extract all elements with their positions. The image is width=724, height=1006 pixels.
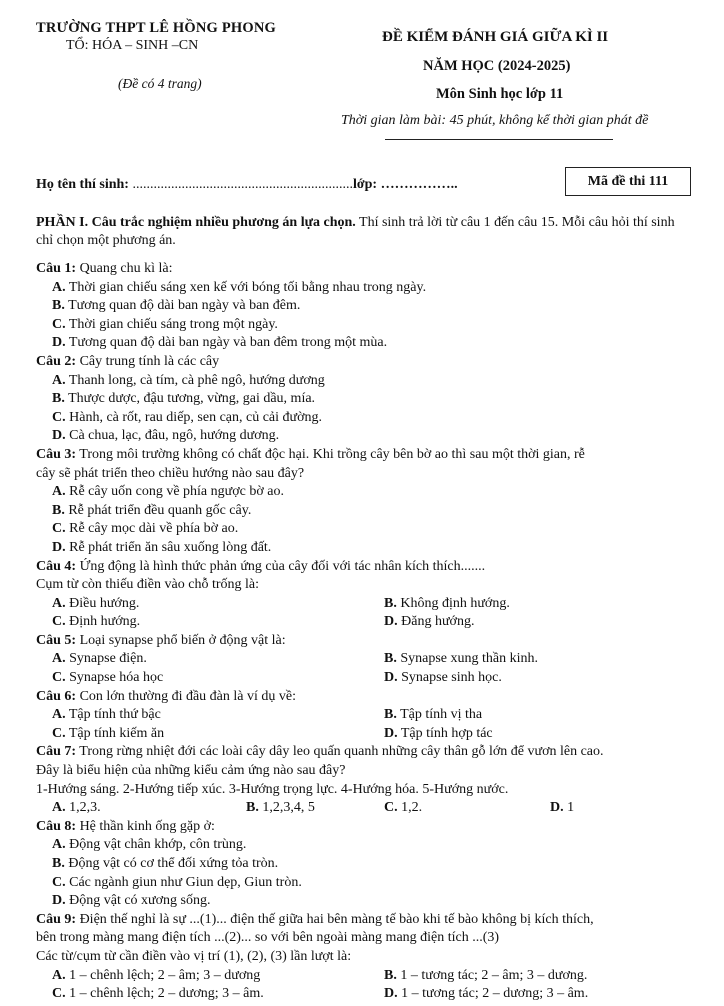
- option-letter: C.: [52, 521, 66, 537]
- option-text: Các ngành giun như Giun dẹp, Giun tròn.: [65, 874, 302, 890]
- pages-note: (Đề có 4 trang): [118, 76, 202, 91]
- option-d[interactable]: [36, 427, 604, 446]
- option-letter: D.: [384, 725, 398, 741]
- option-letter: A.: [52, 800, 66, 816]
- option-text: Không định hướng.: [396, 595, 510, 611]
- option-a[interactable]: [36, 483, 604, 502]
- option-d[interactable]: [36, 334, 604, 353]
- question-text: Trong môi trường không có chất độc hại. Khi trồng cây bên bờ ao thì sau một thời gian, rễ: [76, 446, 585, 462]
- question-text: Con lớn thường đi đầu đàn là ví dụ về:: [76, 688, 296, 704]
- option-text: Điều hướng.: [65, 595, 140, 611]
- option-text: Động vật có xương sống.: [65, 893, 211, 909]
- option-d[interactable]: [384, 613, 474, 631]
- question-text: Trong rừng nhiệt đới các loài cây dây leo quấn quanh những cây thân gỗ lớn để vươn lên cao.: [76, 744, 604, 760]
- department: TỔ: HÓA – SINH –CN: [66, 38, 199, 53]
- question-label: Câu 3:: [36, 446, 77, 462]
- option-text: Synapse hóa học: [65, 670, 164, 686]
- option-text: Synapse điện.: [65, 651, 147, 667]
- question-3: [36, 446, 604, 465]
- option-c[interactable]: [52, 614, 140, 629]
- option-a[interactable]: [52, 596, 139, 611]
- option-letter: C.: [384, 800, 398, 816]
- option-text: 1,2.: [397, 800, 423, 816]
- option-text: Tập tính hợp tác: [397, 725, 493, 741]
- option-b[interactable]: [384, 595, 510, 613]
- option-letter: C.: [52, 316, 66, 332]
- question-9: [36, 911, 604, 930]
- question-label: Câu 8:: [36, 818, 77, 834]
- school-name: TRƯỜNG THPT LÊ HỒNG PHONG: [36, 20, 276, 36]
- option-text: Rễ phát triển đều quanh gốc cây.: [64, 502, 252, 518]
- option-c[interactable]: [52, 986, 264, 1001]
- option-text: Tương quan độ dài ban ngày và ban đêm.: [64, 298, 301, 314]
- option-text: Tương quan độ dài ban ngày và ban đêm trong một mùa.: [65, 335, 388, 351]
- option-letter: B.: [246, 800, 259, 816]
- question-label: Câu 6:: [36, 688, 77, 704]
- student-info-row: [36, 177, 458, 193]
- option-c[interactable]: [384, 799, 422, 817]
- option-letter: C.: [52, 409, 66, 425]
- exam-code-box: [565, 167, 691, 196]
- option-text: Tập tính kiếm ăn: [65, 725, 165, 741]
- option-letter: A.: [52, 484, 66, 500]
- question-text-cont: Cụm từ còn thiếu điền vào chỗ trống là:: [36, 577, 259, 593]
- part-title: PHẦN I. Câu trắc nghiệm nhiều phương án lựa chọn.: [36, 215, 356, 230]
- option-text: Tập tính thứ bậc: [65, 707, 161, 723]
- option-b[interactable]: [384, 967, 587, 985]
- question-text-cont: Đây là biểu hiện của những kiểu cảm ứng nào sau đây?: [36, 763, 346, 779]
- option-letter: D.: [384, 986, 398, 1002]
- option-text: 1 – chênh lệch; 2 – dương; 3 – âm.: [65, 986, 264, 1002]
- option-letter: A.: [52, 707, 66, 723]
- question-text: Quang chu kì là:: [76, 261, 173, 276]
- option-text: 1 – chênh lệch; 2 – âm; 3 – dương: [65, 967, 261, 983]
- option-c[interactable]: [36, 520, 604, 539]
- question-7: [36, 743, 604, 762]
- option-letter: C.: [52, 986, 66, 1002]
- time-note: Thời gian làm bài: 45 phút, không kể thời gian phát đề: [341, 113, 649, 128]
- option-row: [36, 613, 604, 632]
- option-text: Hành, cà rốt, rau diếp, sen cạn, củ cải đường.: [65, 409, 323, 425]
- header-divider: [385, 139, 613, 140]
- option-text: 1 – tương tác; 2 – dương; 3 – âm.: [397, 986, 589, 1002]
- option-letter: C.: [52, 614, 66, 630]
- question-5: [36, 632, 604, 651]
- option-text: Động vật chân khớp, côn trùng.: [65, 837, 247, 853]
- option-text: Thời gian chiếu sáng xen kế với bóng tối bằng nhau trong ngày.: [65, 279, 427, 295]
- option-letter: D.: [550, 800, 564, 816]
- question-text-cont: bên trong màng mang điện tích ...(2)... so với bên ngoài màng mang điện tích ...(3): [36, 930, 500, 946]
- part-instructions: Thí sinh trả lời từ câu 1 đến câu 15. Mỗi câu hỏi thí sinh chỉ chọn một phương án.: [36, 215, 675, 248]
- option-letter: B.: [384, 967, 397, 983]
- option-b[interactable]: [36, 502, 604, 521]
- option-letter: A.: [52, 279, 66, 295]
- option-letter: A.: [52, 967, 66, 983]
- option-letter: B.: [52, 856, 65, 871]
- option-text: Động vật có cơ thể đối xứng tỏa tròn.: [64, 856, 279, 871]
- question-4: [36, 558, 604, 577]
- option-letter: B.: [52, 298, 65, 314]
- option-b[interactable]: [36, 855, 604, 874]
- option-text: Thanh long, cà tím, cà phê ngô, hướng dương: [65, 372, 325, 388]
- name-field[interactable]: ...............................................................: [128, 177, 353, 192]
- question-text-cont: Các từ/cụm từ cần điền vào vị trí (1), (2), (3) lần lượt là:: [36, 948, 352, 964]
- option-text: Rễ cây mọc dài về phía bờ ao.: [65, 521, 239, 537]
- option-d[interactable]: [384, 669, 502, 687]
- option-letter: B.: [384, 707, 397, 723]
- option-a[interactable]: [36, 372, 604, 391]
- option-d[interactable]: [384, 985, 588, 1003]
- question-6: [36, 688, 604, 707]
- option-letter: A.: [52, 837, 66, 853]
- question-label: Câu 9:: [36, 911, 77, 927]
- option-d[interactable]: [36, 892, 604, 911]
- option-letter: D.: [52, 428, 66, 444]
- option-letter: D.: [52, 539, 66, 555]
- question-text: Cây trung tính là các cây: [76, 353, 220, 369]
- question-text: Loại synapse phổ biến ở động vật là:: [76, 632, 286, 648]
- option-b[interactable]: [246, 799, 315, 817]
- option-a[interactable]: [52, 651, 147, 666]
- option-text: Thược dược, đậu tương, vừng, gai dầu, mía.: [64, 391, 316, 407]
- option-text: Đăng hướng.: [397, 614, 475, 630]
- school-year: NĂM HỌC (2024-2025): [423, 58, 571, 74]
- class-field[interactable]: ……………..: [377, 177, 458, 192]
- option-c[interactable]: [52, 670, 163, 685]
- option-row: [36, 595, 604, 614]
- option-letter: B.: [384, 651, 397, 667]
- question-1: [36, 260, 604, 279]
- question-label: Câu 5:: [36, 632, 77, 648]
- question-label: Câu 2:: [36, 353, 77, 369]
- option-text: 1 – tương tác; 2 – âm; 3 – dương.: [396, 967, 588, 983]
- option-row: [36, 985, 604, 1004]
- option-text: 1,2,3,4, 5: [258, 800, 315, 816]
- option-d[interactable]: [384, 725, 493, 743]
- question-text: Ứng động là hình thức phản ứng của cây đối với tác nhân kích thích.......: [76, 558, 486, 574]
- option-text: 1: [563, 800, 575, 816]
- question-text-cont: cây sẽ phát triển theo chiều hướng nào sau đây?: [36, 465, 305, 481]
- option-text: Cà chua, lạc, đâu, ngô, hướng dương.: [65, 428, 280, 444]
- question-list: [36, 260, 604, 1004]
- option-b[interactable]: [384, 706, 482, 724]
- option-b[interactable]: [384, 650, 538, 668]
- question-2: [36, 353, 604, 372]
- option-letter: D.: [384, 670, 398, 686]
- option-a[interactable]: [36, 279, 604, 298]
- option-text: Định hướng.: [65, 614, 141, 630]
- option-row: [36, 967, 604, 986]
- option-text: 1,2,3.: [65, 800, 101, 816]
- name-label: Họ tên thí sinh:: [36, 177, 129, 192]
- option-letter: D.: [52, 335, 66, 351]
- question-label: Câu 4:: [36, 558, 77, 574]
- option-letter: A.: [52, 651, 66, 667]
- option-c[interactable]: [52, 726, 164, 741]
- option-a[interactable]: [52, 968, 260, 983]
- option-row: [36, 725, 604, 744]
- option-row: [36, 669, 604, 688]
- option-letter: B.: [52, 391, 65, 407]
- part-heading: [36, 214, 686, 250]
- exam-code: Mã đề thi 111: [587, 173, 669, 189]
- option-text: Thời gian chiếu sáng trong một ngày.: [65, 316, 278, 332]
- option-letter: A.: [52, 372, 66, 388]
- exam-title: ĐỀ KIỂM ĐÁNH GIÁ GIỮA KÌ II: [382, 29, 609, 45]
- option-row: [36, 799, 604, 818]
- option-text: Synapse sinh học.: [397, 670, 502, 686]
- option-letter: A.: [52, 595, 66, 611]
- option-letter: D.: [52, 893, 66, 909]
- option-b[interactable]: [36, 390, 604, 409]
- question-label: Câu 7:: [36, 744, 77, 760]
- class-label: lớp:: [352, 177, 378, 192]
- option-text: Rễ cây uốn cong về phía ngược bờ ao.: [65, 484, 284, 500]
- option-letter: B.: [52, 502, 65, 518]
- option-letter: C.: [52, 670, 66, 686]
- question-label: Câu 1:: [36, 261, 77, 276]
- option-letter: D.: [384, 614, 398, 630]
- question-text: Hệ thần kinh ống gặp ở:: [76, 818, 215, 834]
- option-b[interactable]: [36, 297, 604, 316]
- option-c[interactable]: [36, 316, 604, 335]
- option-text: Synapse xung thần kinh.: [396, 651, 538, 667]
- question-text: Điện thế nghỉ là sự ...(1)... điện thế giữa hai bên màng tế bào khi tế bào không bị kích thích,: [76, 911, 594, 927]
- option-text: Rễ phát triển ăn sâu xuống lòng đất.: [65, 539, 272, 555]
- question-text-cont: 1-Hướng sáng. 2-Hướng tiếp xúc. 3-Hướng trọng lực. 4-Hướng hóa. 5-Hướng nước.: [36, 781, 509, 797]
- option-letter: B.: [384, 595, 397, 611]
- option-a[interactable]: [52, 707, 161, 722]
- option-d[interactable]: [550, 799, 574, 817]
- option-row: [36, 706, 604, 725]
- option-text: Tập tính vị tha: [396, 707, 483, 723]
- option-a[interactable]: [52, 800, 101, 815]
- option-c[interactable]: [36, 409, 604, 428]
- question-8: [36, 818, 604, 837]
- option-c[interactable]: [36, 874, 604, 893]
- option-row: [36, 650, 604, 669]
- option-letter: C.: [52, 874, 66, 890]
- option-d[interactable]: [36, 539, 604, 558]
- option-a[interactable]: [36, 836, 604, 855]
- option-letter: C.: [52, 725, 66, 741]
- subject: Môn Sinh học lớp 11: [436, 86, 564, 102]
